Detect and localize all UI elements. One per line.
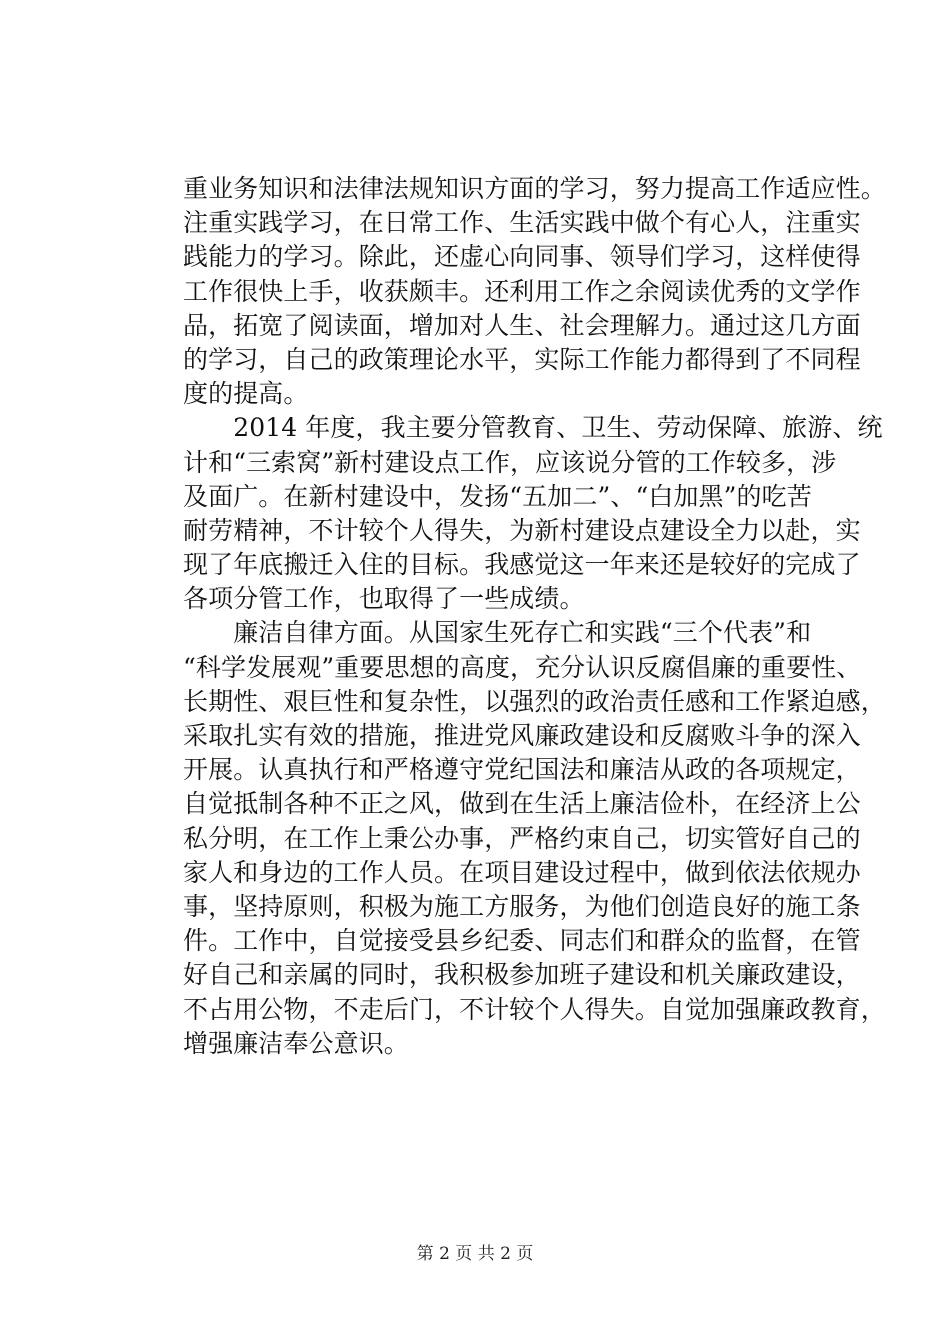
text-line: 的学习，自己的政策理论水平，实际工作能力都得到了不同程: [183, 344, 861, 374]
page-footer: 第 2 页 共 2 页: [416, 1244, 534, 1264]
text-line: 采取扎实有效的措施，推进党风廉政建设和反腐败斗争的深入: [183, 721, 861, 750]
text-line: 自觉抵制各种不正之风，做到在生活上廉洁俭朴，在经济上公: [183, 789, 861, 819]
text-line: 注重实践学习，在日常工作、生活实践中做个有心人，注重实: [183, 208, 861, 238]
text-line: 开展。认真执行和严格遵守党纪国法和廉洁从政的各项规定，: [183, 755, 861, 785]
text-line: 度的提高。: [183, 379, 309, 409]
text-line: 重业务知识和法律法规知识方面的学习，努力提高工作适应性。: [183, 174, 886, 203]
body-text: [183, 172, 886, 1061]
text-line: 品，拓宽了阅读面，增加对人生、社会理解力。通过这几方面: [183, 310, 861, 340]
text-line: 廉洁自律方面。从国家生死存亡和实践“三个代表”和: [183, 618, 812, 648]
text-line: 践能力的学习。除此，还虚心向同事、领导们学习，这样使得: [183, 242, 861, 272]
text-line: 私分明，在工作上秉公办事，严格约束自己，切实管好自己的: [183, 823, 861, 853]
text-line: 好自己和亲属的同时，我积极参加班子建设和机关廉政建设，: [183, 960, 861, 990]
text-line: 长期性、艰巨性和复杂性，以强烈的政治责任感和工作紧迫感，: [183, 686, 886, 716]
text-line: 计和“三索窝”新村建设点工作，应该说分管的工作较多，涉: [183, 447, 837, 477]
text-line: 家人和身边的工作人员。在项目建设过程中，做到依法依规办: [183, 857, 861, 887]
text-line: 件。工作中，自觉接受县乡纪委、同志们和群众的监督，在管: [183, 926, 861, 956]
text-line: “科学发展观”重要思想的高度，充分认识反腐倡廉的重要性、: [183, 652, 862, 682]
text-line: 现了年底搬迁入住的目标。我感觉这一年来还是较好的完成了: [183, 550, 861, 580]
text-line: 耐劳精神，不计较个人得失，为新村建设点建设全力以赴，实: [183, 515, 861, 545]
text-line: 事，坚持原则，积极为施工方服务，为他们创造良好的施工条: [183, 891, 861, 921]
text-line: 增强廉洁奉公意识。: [183, 1028, 409, 1058]
text-line: 不占用公物，不走后门，不计较个人得失。自觉加强廉政教育，: [183, 994, 886, 1024]
text-line: 工作很快上手，收获颇丰。还利用工作之余阅读优秀的文学作: [183, 276, 861, 306]
text-line: 及面广。在新村建设中，发扬“五加二”、“白加黑”的吃苦: [183, 481, 812, 511]
text-line: 2014 年度，我主要分管教育、卫生、劳动保障、旅游、统: [183, 413, 883, 443]
text-line: 各项分管工作，也取得了一些成绩。: [183, 584, 585, 614]
